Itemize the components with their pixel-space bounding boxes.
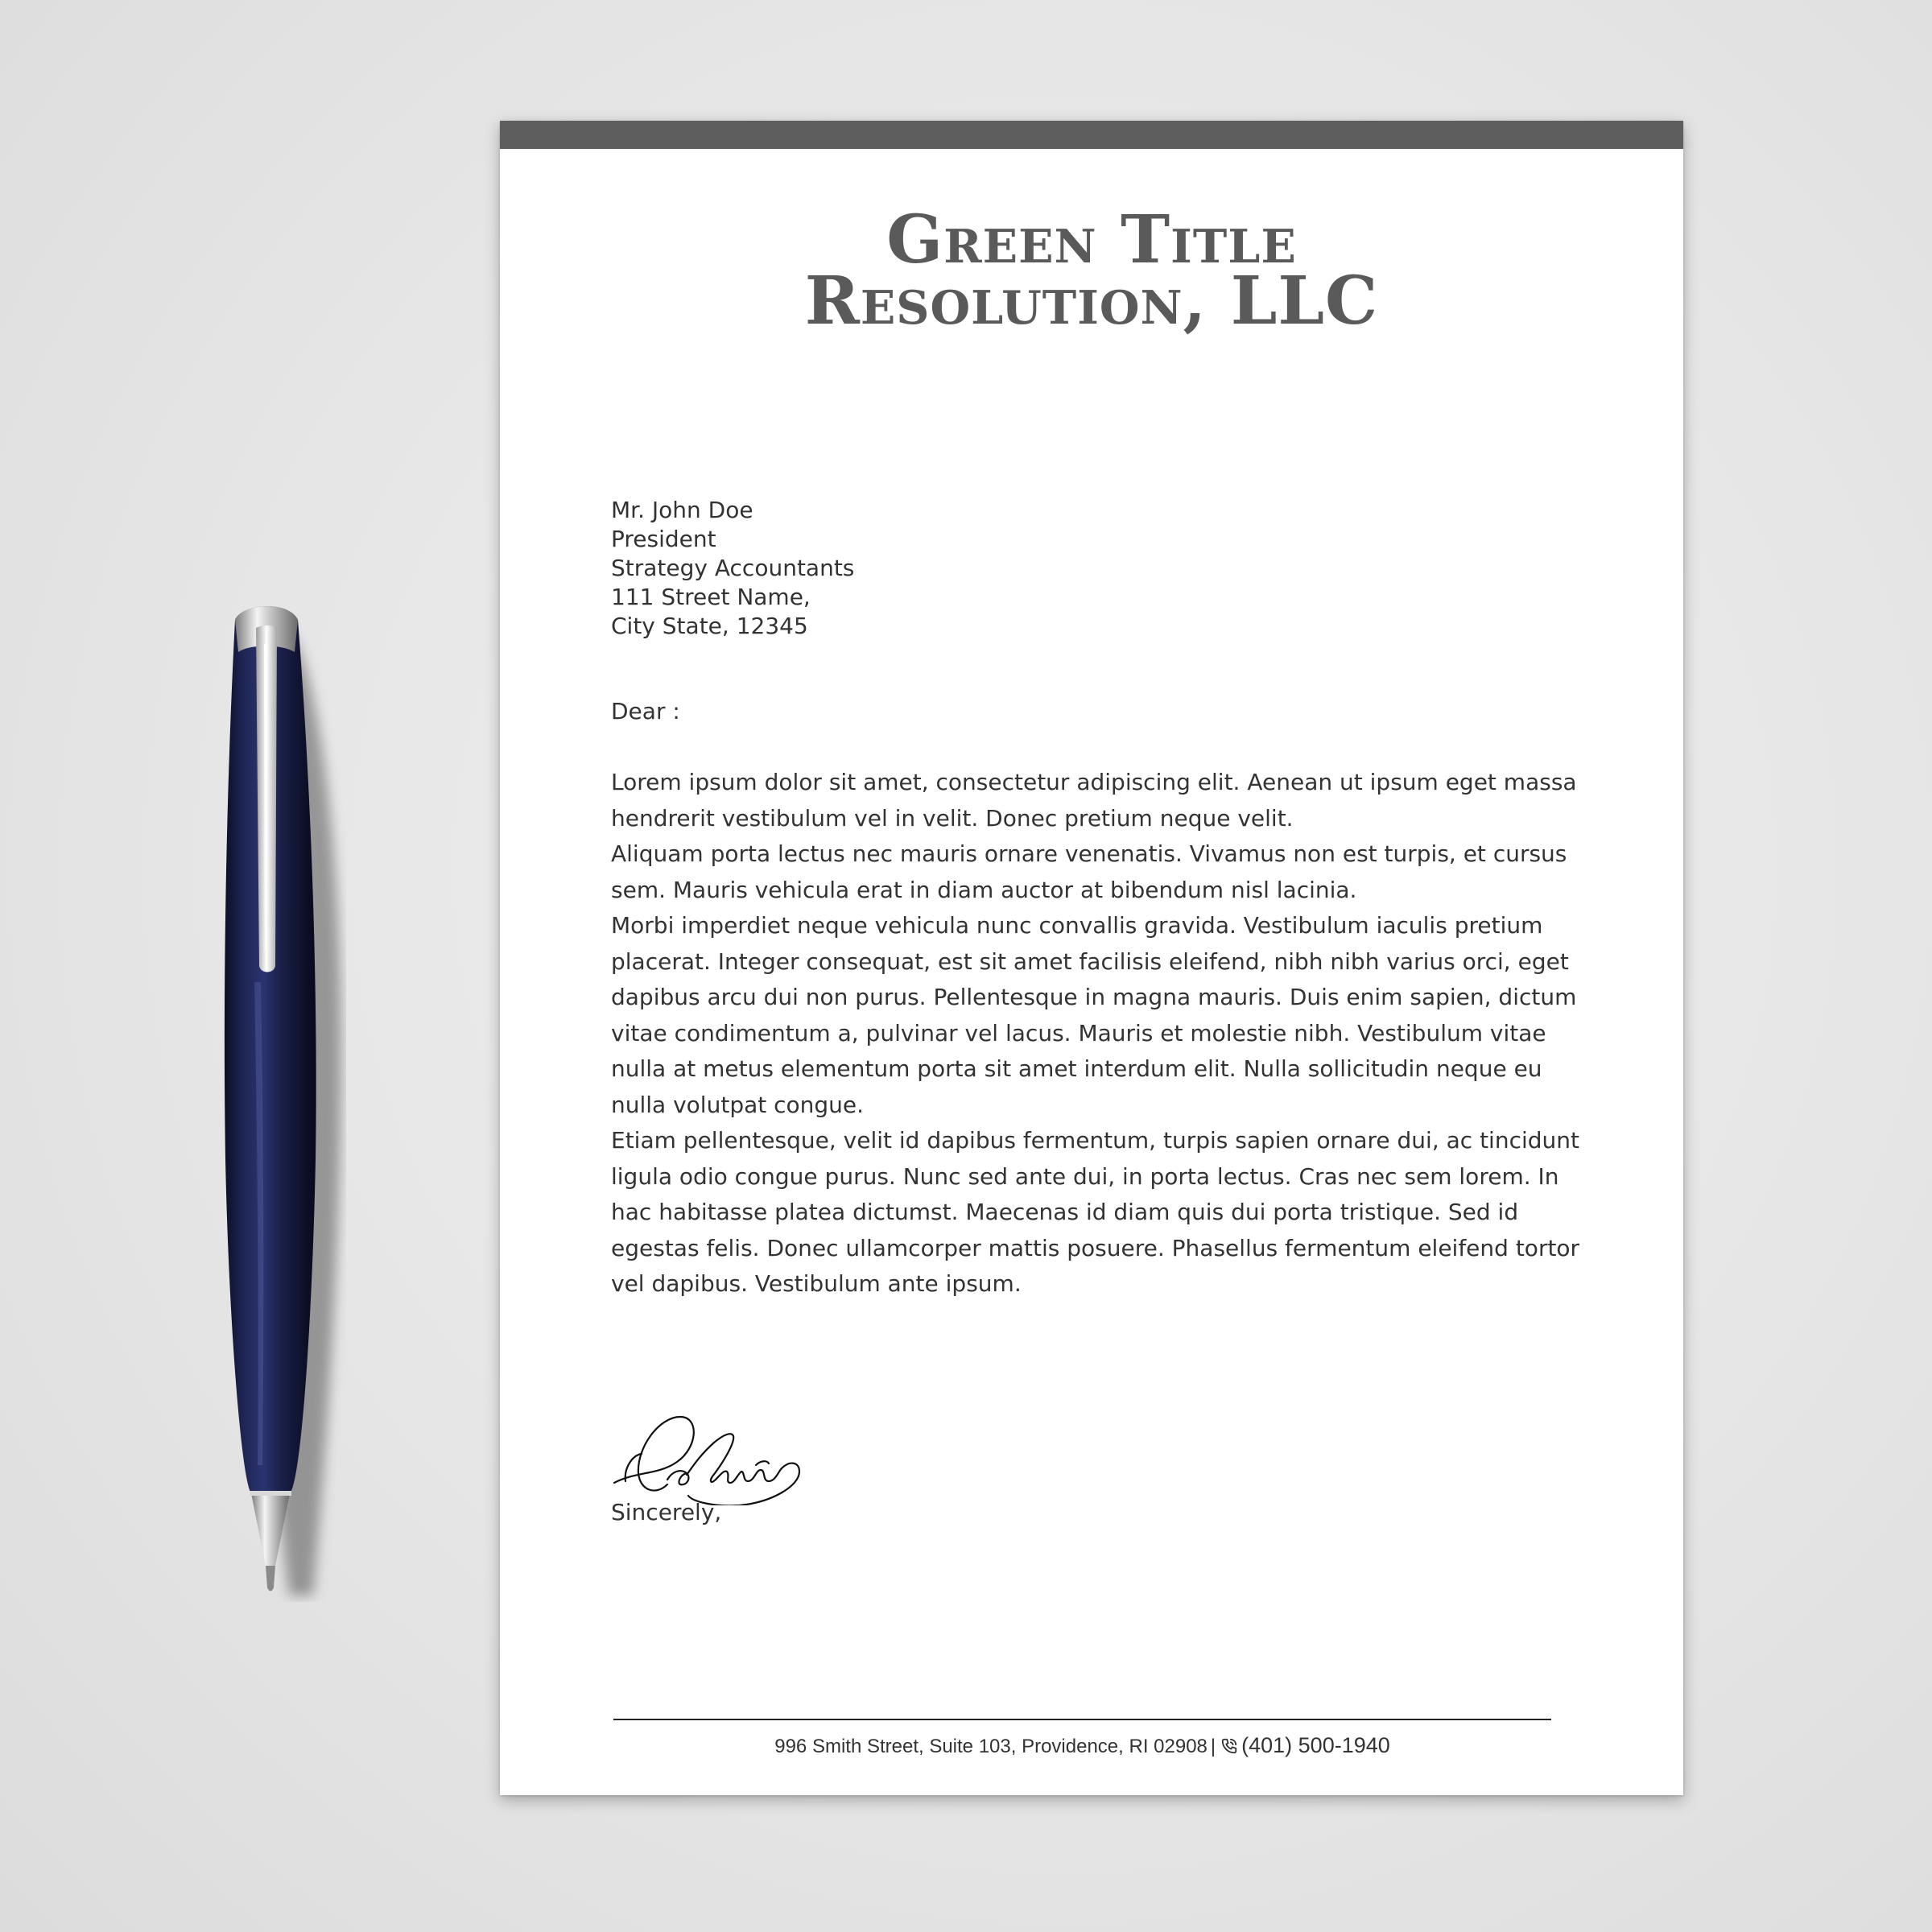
footer-divider bbox=[613, 1719, 1551, 1720]
phone-icon bbox=[1220, 1737, 1238, 1755]
recipient-name: Mr. John Doe bbox=[611, 497, 753, 523]
body-paragraph: Etiam pellentesque, velit id dapibus fermentum, turpis sapien ornare dui, ac tincidunt ligula odio congue purus. Nunc sed ante dui, in porta lectus. Cras nec sem lorem. In hac habitasse platea dictumst. Maecenas id diam quis dui porta tristique. Sed id egestas felis. Donec ullamcorper mattis posuere. Phasellus fermentum eleifend tortor vel dapibus. Vestibulum ante ipsum. bbox=[611, 1127, 1580, 1297]
recipient-city: City State, 12345 bbox=[611, 613, 808, 639]
recipient-title: President bbox=[611, 526, 716, 552]
recipient-street: 111 Street Name, bbox=[611, 584, 811, 610]
footer-address: 996 Smith Street, Suite 103, Providence, RI 02908 bbox=[774, 1736, 1208, 1757]
recipient-company: Strategy Accountants bbox=[611, 555, 855, 581]
closing: Sincerely, bbox=[611, 1499, 722, 1525]
footer-separator: | bbox=[1210, 1736, 1216, 1757]
body-paragraph: Morbi imperdiet neque vehicula nunc convallis gravida. Vestibulum iaculis pretium placerat. Integer consequat, est sit amet facilisis eleifend, nibh nibh varius orci, eget dapibus arcu dui non purus. Pellentesque in magna mauris. Duis enim sapien, dictum vitae condimentum a, pulvinar vel lacus. Mauris et molestie nibh. Vestibulum vitae nulla at metus elementum porta sit amet interdum elit. Nulla sollicitudin neque eu nulla volutpat congue. bbox=[611, 912, 1577, 1118]
letter-body bbox=[611, 765, 1581, 1302]
body-paragraph: Aliquam porta lectus nec mauris ornare venenatis. Vivamus non est turpis, et cursus sem. Mauris vehicula erat in diam auctor at bibendum nisl lacinia. bbox=[611, 840, 1567, 903]
letterhead-top-bar bbox=[500, 121, 1683, 149]
letterhead-page bbox=[500, 121, 1683, 1795]
body-paragraph: Lorem ipsum dolor sit amet, consectetur adipiscing elit. Aenean ut ipsum eget massa hendrerit vestibulum vel in velit. Donec pretium neque velit. bbox=[611, 769, 1577, 832]
signature bbox=[603, 1385, 812, 1505]
salutation: Dear : bbox=[611, 698, 680, 724]
company-name bbox=[500, 201, 1683, 340]
pen-icon bbox=[217, 596, 346, 1602]
company-name-line2: Resolution, LLC bbox=[804, 262, 1379, 340]
footer-phone: (401) 500-1940 bbox=[1241, 1733, 1390, 1757]
company-name-line1: Green Title bbox=[886, 201, 1297, 279]
footer-contact bbox=[613, 1733, 1551, 1759]
recipient-address-block bbox=[611, 496, 854, 641]
